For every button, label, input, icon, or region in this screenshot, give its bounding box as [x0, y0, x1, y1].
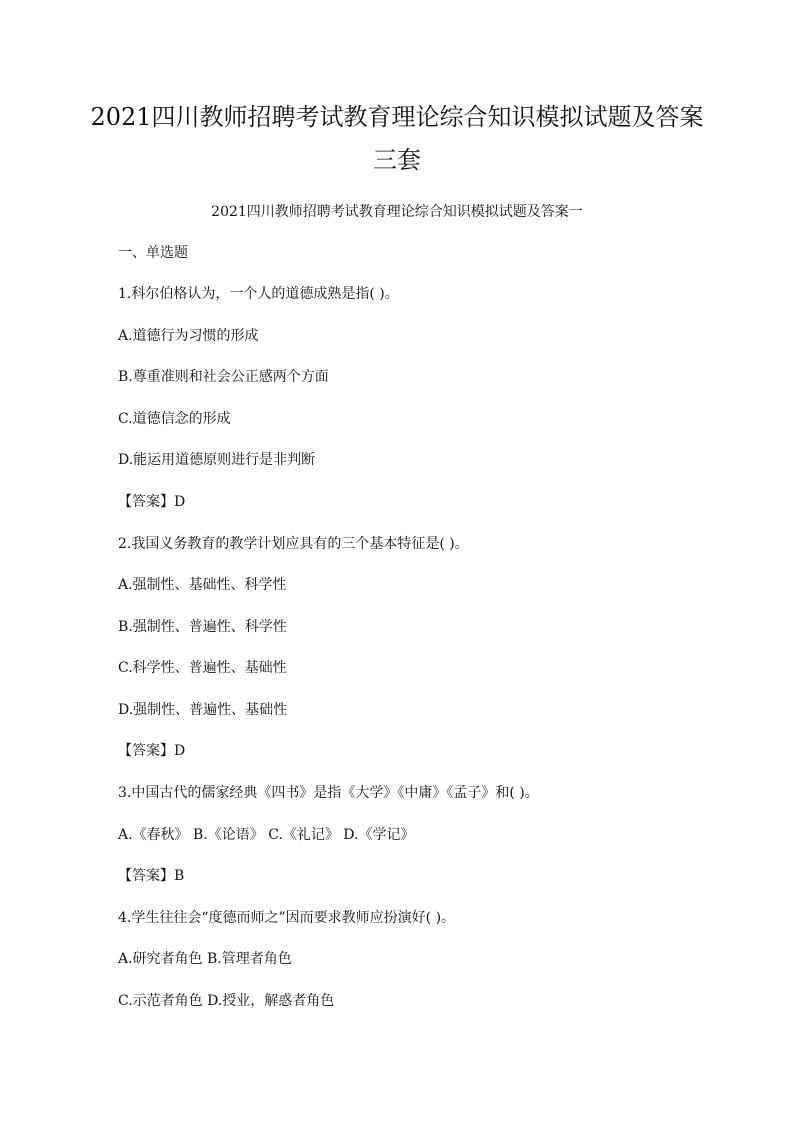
- section-heading: 一、单选题: [118, 245, 188, 261]
- question-4-options-row-2: C.示范者角色 D.授业，解惑者角色: [118, 993, 335, 1009]
- section-subtitle: 2021四川教师招聘考试教育理论综合知识模拟试题及答案一: [211, 204, 583, 220]
- question-1-stem: 1.科尔伯格认为，一个人的道德成熟是指( )。: [118, 286, 399, 302]
- question-1-option-b: B.尊重准则和社会公正感两个方面: [118, 369, 329, 385]
- question-2-option-b: B.强制性、普遍性、科学性: [118, 619, 287, 635]
- question-4-options-row-1: A.研究者角色 B.管理者角色: [118, 951, 292, 967]
- question-2-option-c: C.科学性、普遍性、基础性: [118, 660, 287, 676]
- question-2-option-d: D.强制性、普遍性、基础性: [118, 702, 288, 718]
- question-1-answer: 【答案】D: [118, 494, 186, 510]
- question-4-stem: 4.学生往往会“度德而师之”因而要求教师应扮演好( )。: [118, 910, 456, 926]
- question-2-option-a: A.强制性、基础性、科学性: [118, 577, 287, 593]
- document-title-line-2: 三套: [373, 146, 421, 174]
- question-1-option-c: C.道德信念的形成: [118, 411, 231, 427]
- question-1-option-d: D.能运用道德原则进行是非判断: [118, 452, 316, 468]
- question-2-answer: 【答案】D: [118, 743, 186, 759]
- question-2-stem: 2.我国义务教育的教学计划应具有的三个基本特征是( )。: [118, 536, 469, 552]
- question-1-option-a: A.道德行为习惯的形成: [118, 328, 259, 344]
- question-3-stem: 3.中国古代的儒家经典《四书》是指《大学》《中庸》《孟子》和( )。: [118, 785, 539, 801]
- document-title-line-1: 2021四川教师招聘考试教育理论综合知识模拟试题及答案: [90, 103, 704, 131]
- question-3-answer: 【答案】B: [118, 868, 185, 884]
- question-3-options: A.《春秋》 B.《论语》 C.《礼记》 D.《学记》: [118, 827, 415, 843]
